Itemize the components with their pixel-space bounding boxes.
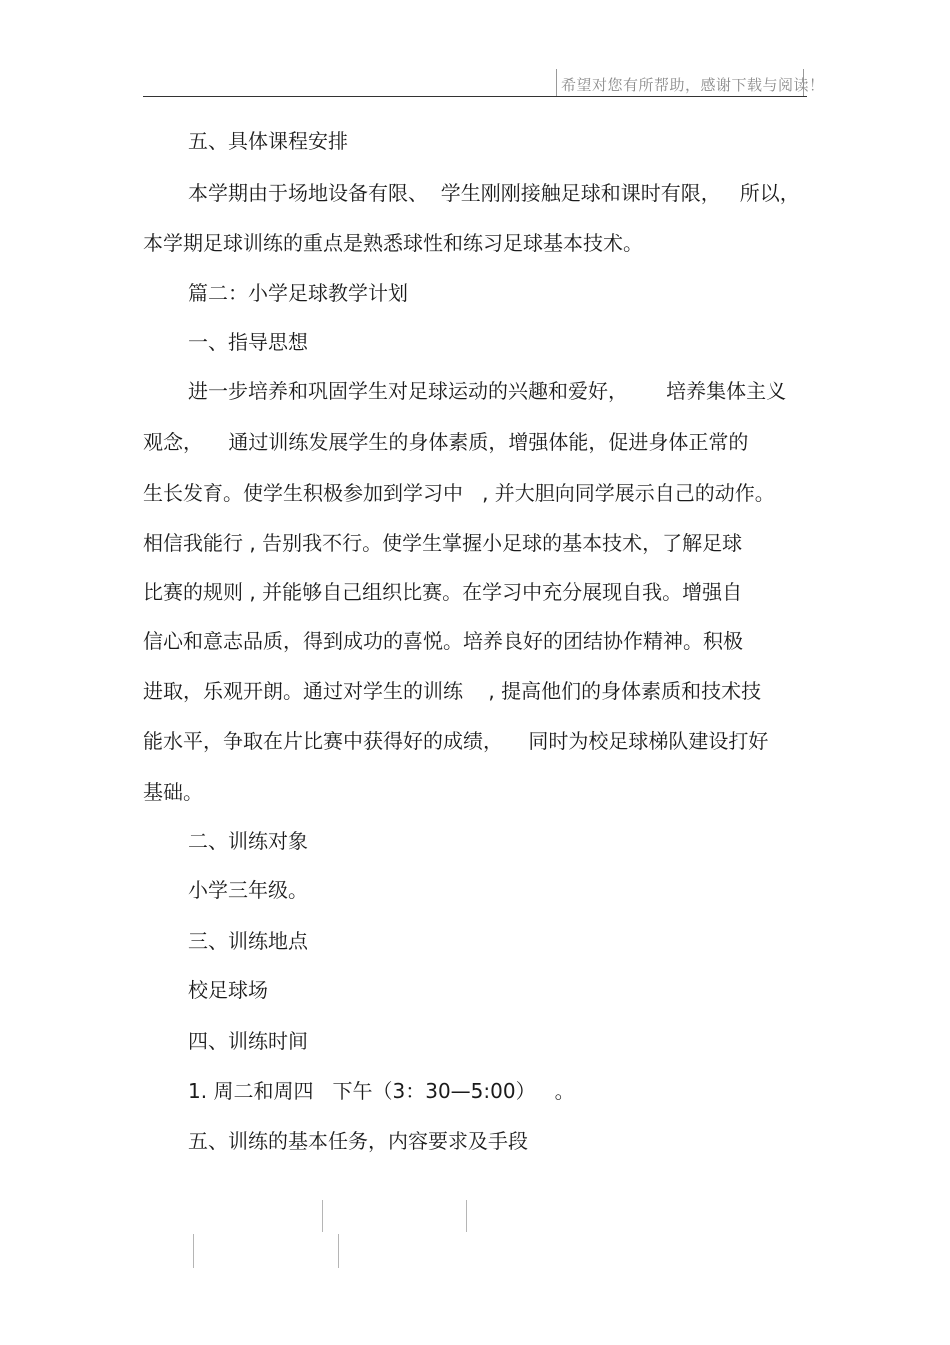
- section-heading-course-schedule: 五、具体课程安排: [188, 129, 348, 153]
- paragraph-line: 进取，乐观开朗。通过对学生的训练 , 提高他们的身体素质和技术技: [143, 679, 762, 703]
- paragraph-line: 小学三年级。: [188, 878, 308, 902]
- header-note-text: 希望对您有所帮助，感谢下载与阅读！: [561, 76, 825, 94]
- paragraph-line: 生长发育。使学生积极参加到学习中 , 并大胆向同学展示自己的动作。: [143, 481, 775, 505]
- list-item: 1. 周二和周四 下午（3：30—5:00） 。: [188, 1079, 575, 1103]
- paragraph-line: 校足球场: [188, 978, 268, 1002]
- paragraph-line: 基础。: [143, 780, 203, 804]
- paragraph-line: 本学期足球训练的重点是熟悉球性和练习足球基本技术。: [143, 231, 643, 255]
- paragraph-line: 能水平，争取在片比赛中获得好的成绩， 同时为校足球梯队建设打好: [143, 729, 769, 753]
- table-border-line: [466, 1200, 467, 1232]
- paragraph-line: 比赛的规则 , 并能够自己组织比赛。在学习中充分展现自我。增强自: [143, 580, 743, 604]
- paragraph-line: 相信我能行 , 告别我不行。使学生掌握小足球的基本技术，了解足球: [143, 531, 743, 555]
- chapter-title: 篇二：小学足球教学计划: [188, 281, 408, 305]
- paragraph-line: 观念， 通过训练发展学生的身体素质，增强体能，促进身体正常的: [143, 430, 749, 454]
- table-border-line: [338, 1234, 339, 1268]
- paragraph-line: 进一步培养和巩固学生对足球运动的兴趣和爱好， 培养集体主义: [188, 379, 787, 403]
- section-heading-training-target: 二、训练对象: [188, 829, 308, 853]
- paragraph-line: 本学期由于场地设备有限、 学生刚刚接触足球和课时有限， 所以，: [188, 181, 800, 205]
- paragraph-line: 信心和意志品质，得到成功的喜悦。培养良好的团结协作精神。积极: [143, 629, 743, 653]
- table-border-line: [193, 1234, 194, 1268]
- section-heading-training-location: 三、训练地点: [188, 929, 308, 953]
- section-heading-training-tasks: 五、训练的基本任务，内容要求及手段: [188, 1129, 528, 1153]
- table-border-line: [322, 1200, 323, 1232]
- section-heading-training-time: 四、训练时间: [188, 1029, 308, 1053]
- section-heading-guiding-idea: 一、指导思想: [188, 330, 308, 354]
